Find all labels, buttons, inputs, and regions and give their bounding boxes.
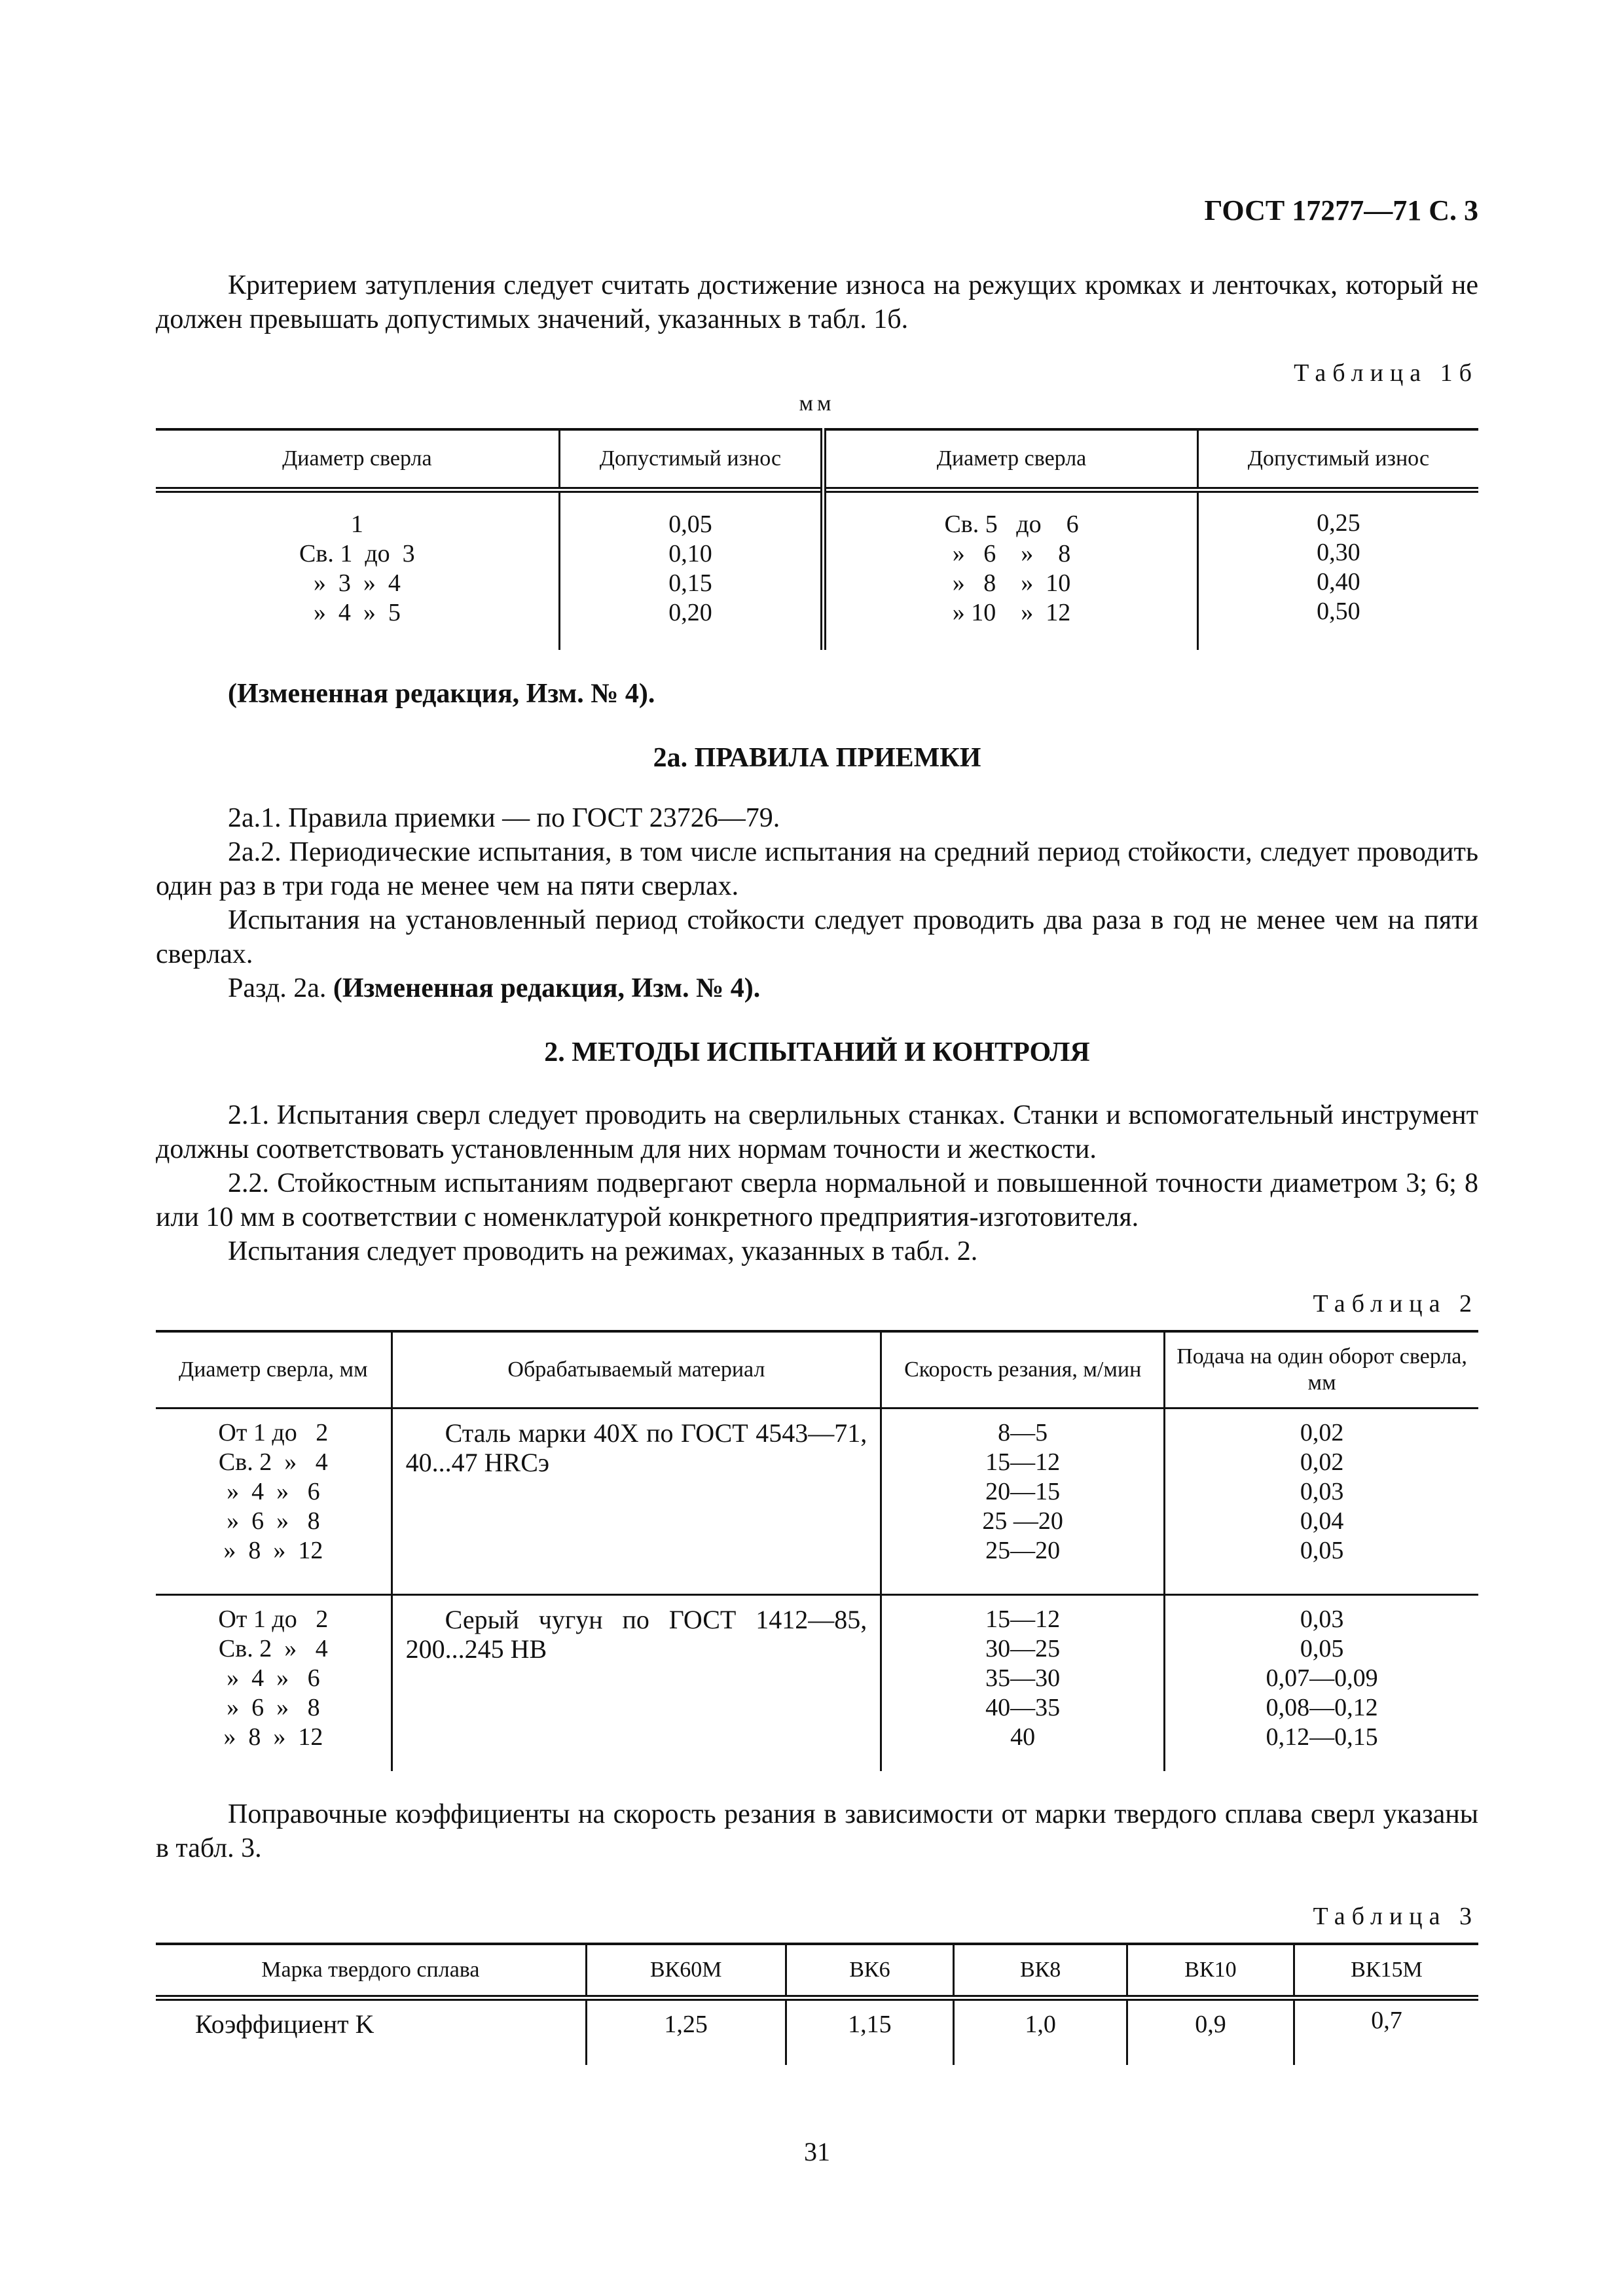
section-2a-p2: 2а.2. Периодические испытания, в том числе испытания на средний период стойкости, следует проводить один раз в три года не менее чем на пяти сверлах. bbox=[156, 837, 1478, 901]
table-row bbox=[156, 1408, 1478, 1595]
table-row bbox=[156, 1595, 1478, 1772]
table-3-value-1: 1,25 bbox=[586, 1998, 786, 2066]
table-2 bbox=[156, 1330, 1478, 1771]
table-3-value-4: 0,9 bbox=[1127, 1998, 1294, 2066]
section-2a-body bbox=[156, 801, 1478, 1005]
table-2-group-1-diam: От 1 до 2 Св. 2 » 4 » 4 » 6 » 6 » 8 » 8 » 12 bbox=[218, 1419, 329, 1564]
table-3 bbox=[156, 1943, 1478, 2065]
intro-text: Критерием затупления следует считать достижение износа на режущих кромках и ленточках, который не должен превышать допустимых значений, указанных в табл. 1б. bbox=[156, 270, 1478, 334]
table-2-caption: Таблица 2 bbox=[1313, 1290, 1478, 1318]
table-3-grade-2: ВК6 bbox=[786, 1944, 954, 1998]
section-2a-title: 2а. ПРАВИЛА ПРИЕМКИ bbox=[653, 743, 981, 773]
section-2a-p3: Испытания на установленный период стойкости следует проводить два раза в год не менее чем на пяти сверлах. bbox=[156, 905, 1478, 969]
table-1b-header-1: Диаметр сверла bbox=[282, 446, 432, 471]
table-3-row-header: Марка твердого сплава bbox=[261, 1958, 480, 1982]
table-3-grade-4: ВК10 bbox=[1127, 1944, 1294, 1998]
table-2-group-2-material: Серый чугун по ГОСТ 1412—85, 200...245 НВ bbox=[392, 1595, 881, 1772]
section-2-p1: 2.1. Испытания сверл следует проводить на сверлильных станках. Станки и вспомогательный инструмент должны соответствовать установленным для них нормам точности и жесткости. bbox=[156, 1100, 1478, 1164]
section-2-body bbox=[156, 1098, 1478, 1268]
table-2-group-1-speed: 8—5 15—12 20—15 25 —20 25—20 bbox=[881, 1408, 1165, 1595]
section-2a-p4 bbox=[156, 971, 1478, 1005]
table-1b-header-4: Допустимый износ bbox=[1197, 429, 1478, 490]
section-2-p2: 2.2. Стойкостным испытаниям подвергают сверла нормальной и повышенной точности диаметром 3; 6; 8 или 10 мм в соответствии с номенклатурой конкретного предприятия-изготовителя. bbox=[156, 1168, 1478, 1232]
page-number: 31 bbox=[804, 2137, 830, 2166]
table-3-value-2: 1,15 bbox=[786, 1998, 954, 2066]
table-2-header-diam: Диаметр сверла, мм bbox=[179, 1357, 368, 1382]
table-3-intro bbox=[156, 1797, 1478, 1865]
table-3-grade-5: ВК15М bbox=[1294, 1944, 1478, 1998]
table-2-group-2-speed: 15—12 30—25 35—30 40—35 40 bbox=[881, 1595, 1165, 1772]
table-1b-units: мм bbox=[799, 391, 835, 416]
table-1b bbox=[156, 428, 1478, 650]
table-3-grade-1: ВК60М bbox=[586, 1944, 786, 1998]
section-2-p3: Испытания следует проводить на режимах, указанных в табл. 2. bbox=[228, 1236, 978, 1266]
section-2a-p4-prefix: Разд. 2а. bbox=[228, 973, 333, 1003]
table-2-header-feed: Подача на один оборот сверла, мм bbox=[1165, 1331, 1478, 1408]
intro-paragraph bbox=[156, 268, 1478, 336]
table-1b-header-3: Диаметр сверла bbox=[824, 429, 1198, 490]
table-2-group-1-material: Сталь марки 40Х по ГОСТ 4543—71, 40...47 HRCэ bbox=[392, 1408, 881, 1595]
table-1b-diam-1: 1 Св. 1 до 3 » 3 » 4 » 4 » 5 bbox=[299, 511, 415, 626]
amendment-note: (Измененная редакция, Изм. № 4). bbox=[228, 679, 655, 709]
table-1b-wear-2: 0,25 0,30 0,40 0,50 bbox=[1197, 490, 1478, 651]
table-3-intro-text: Поправочные коэффициенты на скорость резания в зависимости от марки твердого сплава сверл указаны в табл. 3. bbox=[156, 1799, 1478, 1863]
table-3-row-label: Коэффициент K bbox=[195, 2009, 374, 2039]
table-1b-wear-1: 0,05 0,10 0,15 0,20 bbox=[559, 490, 823, 651]
table-3-value-3: 1,0 bbox=[954, 1998, 1127, 2066]
table-3-caption: Таблица 3 bbox=[1313, 1903, 1478, 1930]
table-2-group-2-diam: От 1 до 2 Св. 2 » 4 » 4 » 6 » 6 » 8 » 8 » 12 bbox=[218, 1605, 329, 1751]
table-1b-caption: Таблица 1б bbox=[1294, 359, 1478, 387]
table-2-header-material: Обрабатываемый материал bbox=[392, 1331, 881, 1408]
table-3-value-5: 0,7 bbox=[1294, 1998, 1478, 2066]
table-2-group-1-feed: 0,02 0,02 0,03 0,04 0,05 bbox=[1165, 1408, 1478, 1595]
page-header: ГОСТ 17277—71 С. 3 bbox=[1204, 194, 1478, 226]
section-2a-p1: 2а.1. Правила приемки — по ГОСТ 23726—79. bbox=[228, 803, 780, 833]
table-2-header-speed: Скорость резания, м/мин bbox=[881, 1331, 1165, 1408]
table-3-grade-3: ВК8 bbox=[954, 1944, 1127, 1998]
section-2a-p4-bold: (Измененная редакция, Изм. № 4). bbox=[333, 973, 761, 1003]
section-2-title: 2. МЕТОДЫ ИСПЫТАНИЙ И КОНТРОЛЯ bbox=[544, 1037, 1090, 1067]
table-1b-diam-2: Св. 5 до 6 » 6 » 8 » 8 » 10 » 10 » 12 bbox=[824, 490, 1198, 651]
table-1b-header-2: Допустимый износ bbox=[559, 429, 823, 490]
table-2-group-2-feed: 0,03 0,05 0,07—0,09 0,08—0,12 0,12—0,15 bbox=[1165, 1595, 1478, 1772]
